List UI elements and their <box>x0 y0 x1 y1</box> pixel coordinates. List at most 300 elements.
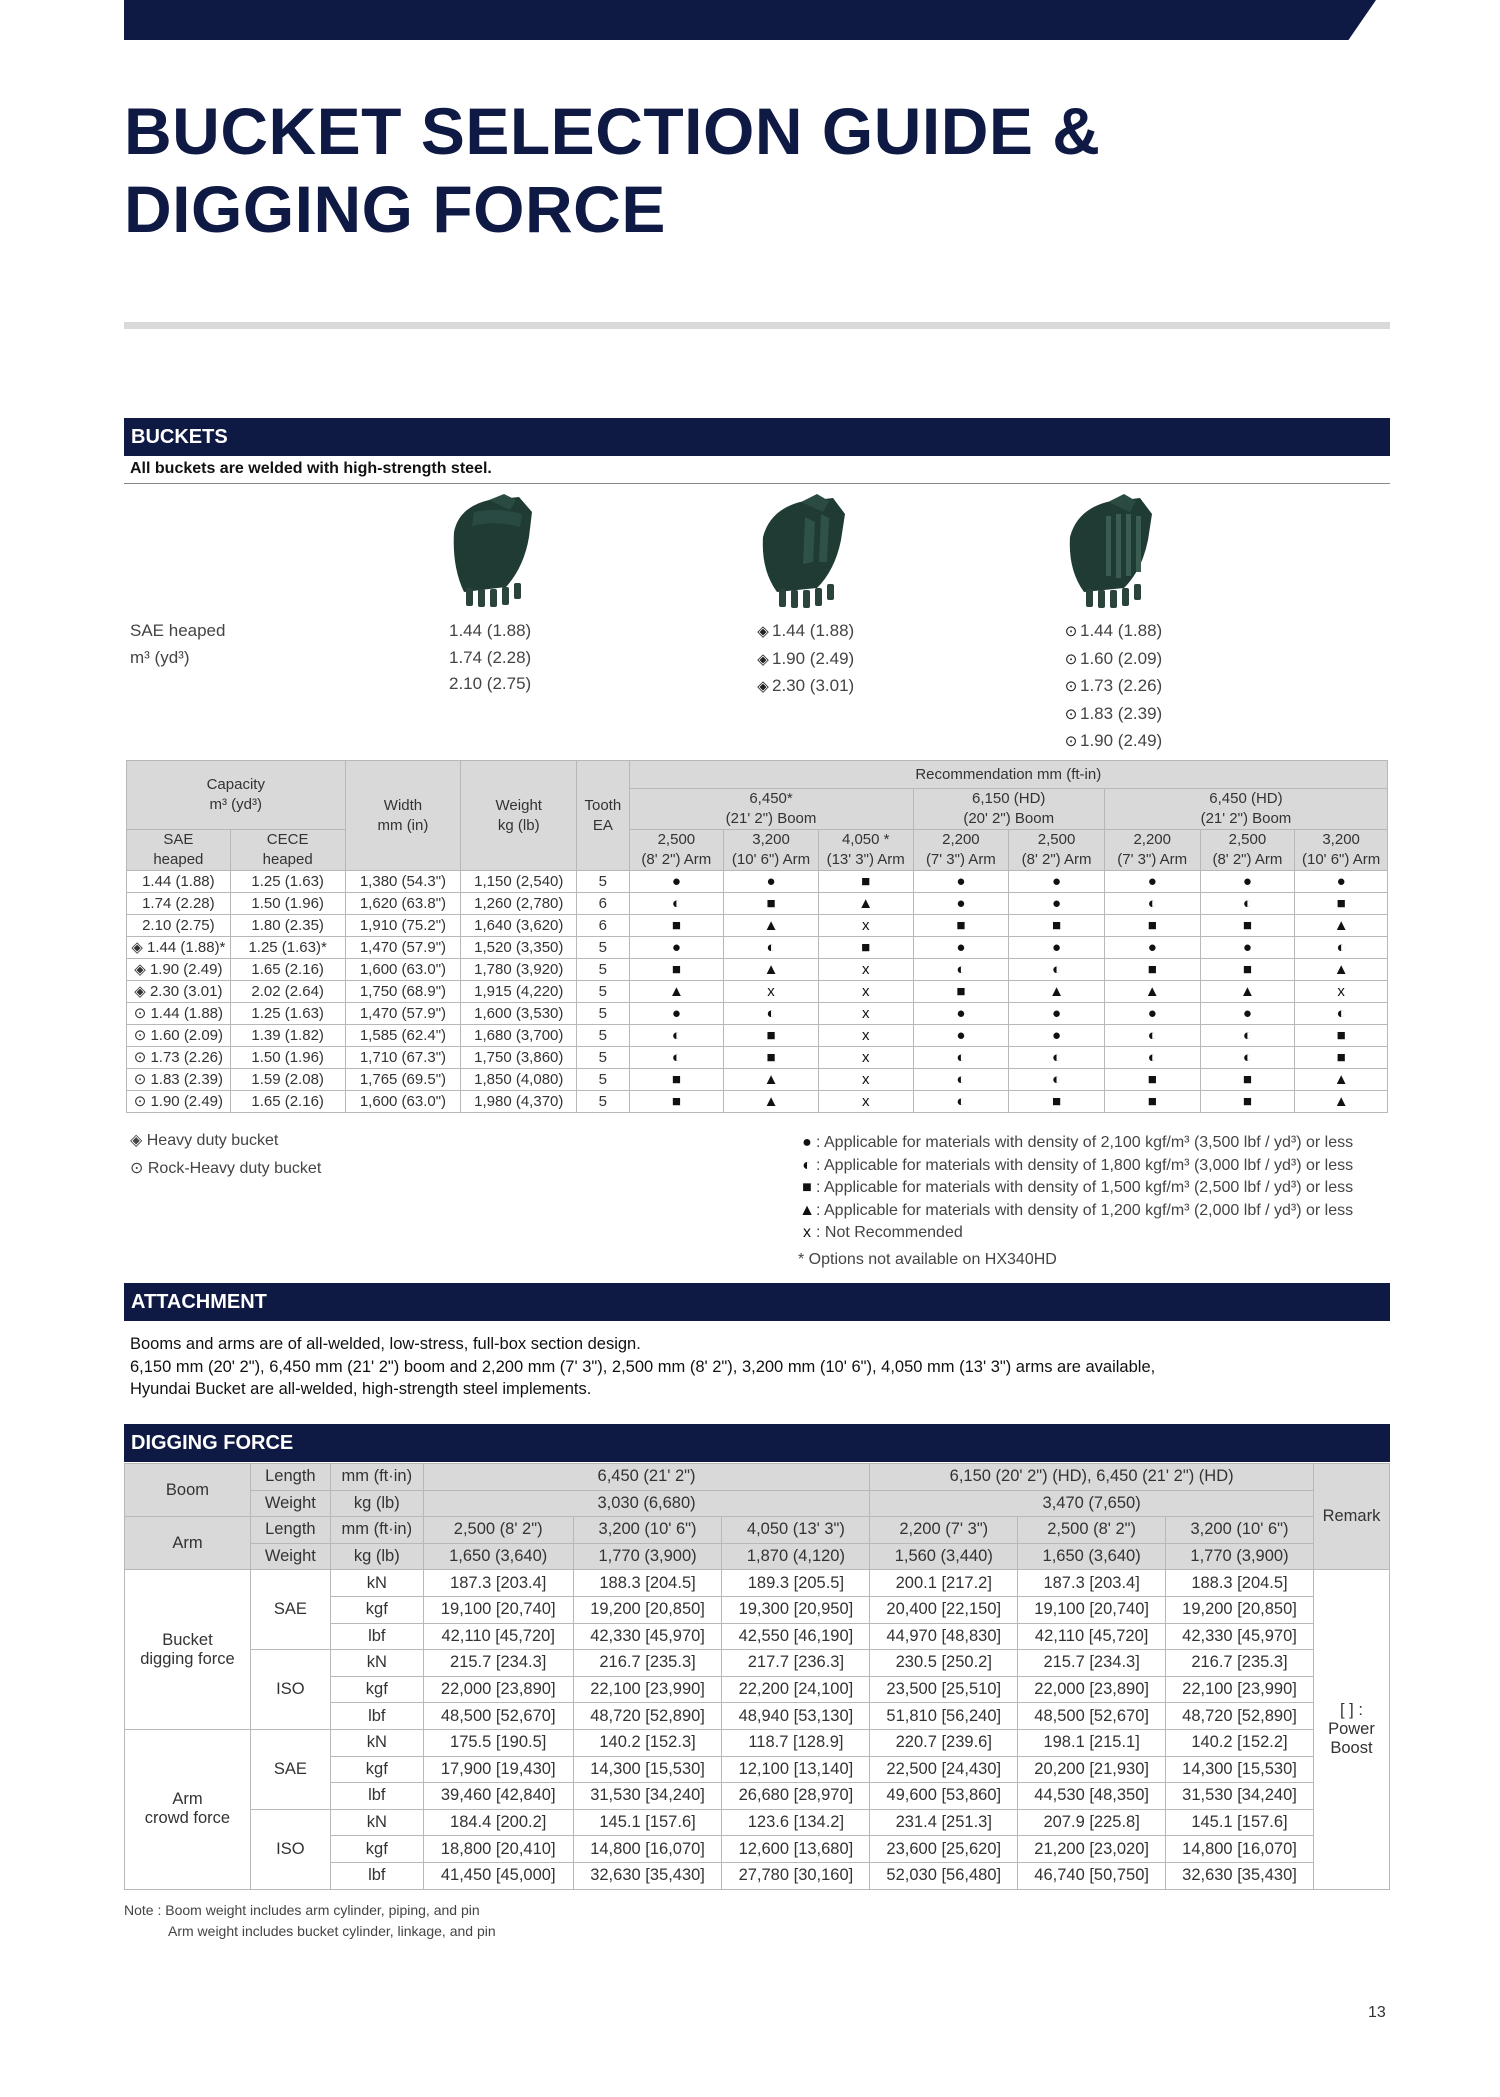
force-value: 22,500 [24,430] <box>870 1756 1018 1783</box>
length-label: Length <box>250 1517 330 1544</box>
force-value: 123.6 [134.2] <box>722 1809 870 1836</box>
legend-rock-heavy-duty: ⊙ Rock-Heavy duty bucket <box>130 1160 322 1177</box>
recommendation-mark: ● <box>629 871 724 893</box>
recommendation-mark: ▲ <box>724 1069 819 1091</box>
force-value: 145.1 [157.6] <box>573 1809 722 1836</box>
force-value: 41,450 [45,000] <box>423 1862 573 1889</box>
recommendation-mark: ◐ <box>724 937 819 959</box>
arm-length-value: 4,050 (13' 3") <box>722 1517 870 1544</box>
force-value: 31,530 [34,240] <box>1166 1783 1314 1810</box>
unit-label: kgf <box>330 1676 423 1703</box>
recommendation-mark: ◐ <box>1200 1047 1295 1069</box>
force-value: 140.2 [152.3] <box>573 1729 722 1756</box>
force-value: 42,110 [45,720] <box>423 1623 573 1650</box>
recommendation-mark: ▲ <box>1295 959 1388 981</box>
recommendation-mark: ● <box>1104 937 1200 959</box>
arm-crowd-force-label: Arm crowd force <box>125 1729 251 1889</box>
cell-weight: 1,260 (2,780) <box>461 893 577 915</box>
force-value: 19,200 [20,850] <box>573 1596 722 1623</box>
boom-header: 6,150 (HD) (20' 2") Boom <box>913 789 1104 830</box>
boom-length-a: 6,450 (21' 2") <box>423 1464 870 1491</box>
sae-header: SAE heaped <box>127 830 231 871</box>
recommendation-mark: x <box>818 1025 913 1047</box>
arm-weight-value: 1,770 (3,900) <box>1166 1543 1314 1570</box>
recommendation-mark: ■ <box>629 959 724 981</box>
width-header: Width mm (in) <box>345 761 461 871</box>
diamond-dot-icon: ◈ <box>757 623 769 640</box>
standard-label: SAE <box>250 1570 330 1650</box>
recommendation-mark: ▲ <box>1295 915 1388 937</box>
force-value: 23,500 [25,510] <box>870 1676 1018 1703</box>
weight-label: Weight <box>250 1543 330 1570</box>
recommendation-mark: ◐ <box>629 1047 724 1069</box>
recommendation-mark: ● <box>1200 937 1295 959</box>
boom-length-b: 6,150 (20' 2") (HD), 6,450 (21' 2") (HD) <box>870 1464 1314 1491</box>
recommendation-mark: ◐ <box>1295 1003 1388 1025</box>
page-title <box>124 92 1100 248</box>
unit-label: kg (lb) <box>330 1543 423 1570</box>
force-value: 51,810 [56,240] <box>870 1703 1018 1730</box>
force-value: 215.7 [234.3] <box>1018 1650 1166 1677</box>
table-row <box>127 1091 1388 1113</box>
force-value: 14,800 [16,070] <box>573 1836 722 1863</box>
force-value: 12,100 [13,140] <box>722 1756 870 1783</box>
force-value: 42,550 [46,190] <box>722 1623 870 1650</box>
arm-header: 3,200 (10' 6") Arm <box>724 830 819 871</box>
recommendation-mark: ▲ <box>724 915 819 937</box>
cell-width: 1,910 (75.2") <box>345 915 461 937</box>
cell-sae: ⊙ 1.73 (2.26) <box>127 1047 231 1069</box>
recommendation-mark: x <box>724 981 819 1003</box>
capacity-label <box>130 618 225 671</box>
capacity-header: Capacity m³ (yd³) <box>127 761 346 830</box>
force-value: 18,800 [20,410] <box>423 1836 573 1863</box>
recommendation-mark: ■ <box>629 915 724 937</box>
force-value: 220.7 [239.6] <box>870 1729 1018 1756</box>
cross-icon: x <box>803 1224 811 1241</box>
force-value: 14,300 [15,530] <box>1166 1756 1314 1783</box>
cell-weight: 1,680 (3,700) <box>461 1025 577 1047</box>
capacity-value: 1.44 (1.88) <box>449 621 532 640</box>
force-value: 14,300 [15,530] <box>573 1756 722 1783</box>
buckets-subtitle-rule <box>124 483 1390 484</box>
remark-header: Remark <box>1313 1464 1389 1570</box>
cell-tooth: 5 <box>577 959 629 981</box>
unit-label: lbf <box>330 1862 423 1889</box>
recommendation-mark: ■ <box>629 1069 724 1091</box>
remark-power-boost: [ ] : Power Boost <box>1313 1570 1389 1889</box>
cell-sae: ⊙ 1.83 (2.39) <box>127 1069 231 1091</box>
cell-tooth: 5 <box>577 937 629 959</box>
force-value: 200.1 [217.2] <box>870 1570 1018 1597</box>
unit-label: kN <box>330 1570 423 1597</box>
excavator-bucket-icon <box>444 492 544 612</box>
table-row <box>127 937 1388 959</box>
title-line-2: DIGGING FORCE <box>124 172 666 246</box>
cell-weight: 1,520 (3,350) <box>461 937 577 959</box>
recommendation-mark: ◐ <box>1009 1069 1105 1091</box>
table-row <box>125 1809 1390 1836</box>
unit-label: kN <box>330 1729 423 1756</box>
capacity-value: 1.74 (2.28) <box>449 647 532 667</box>
cell-cece: 2.02 (2.64) <box>230 981 345 1003</box>
cell-cece: 1.50 (1.96) <box>230 893 345 915</box>
force-value: 184.4 [200.2] <box>423 1809 573 1836</box>
capacity-value: 1.60 (2.09) <box>1080 648 1163 668</box>
recommendation-mark: ● <box>1104 1003 1200 1025</box>
cell-weight: 1,640 (3,620) <box>461 915 577 937</box>
table-row <box>127 959 1388 981</box>
arm-length-value: 2,200 (7' 3") <box>870 1517 1018 1544</box>
arm-length-value: 2,500 (8' 2") <box>423 1517 573 1544</box>
recommendation-mark: x <box>818 1047 913 1069</box>
recommendation-mark: ■ <box>724 1047 819 1069</box>
capacity-value: 1.90 (2.49) <box>1080 731 1163 750</box>
force-value: 27,780 [30,160] <box>722 1862 870 1889</box>
force-value: 31,530 [34,240] <box>573 1783 722 1810</box>
force-value: 22,000 [23,890] <box>1018 1676 1166 1703</box>
circle-dot-icon: ⊙ <box>1064 733 1078 750</box>
force-value: 14,800 [16,070] <box>1166 1836 1314 1863</box>
cell-weight: 1,780 (3,920) <box>461 959 577 981</box>
recommendation-mark: ● <box>724 871 819 893</box>
recommendation-mark: ● <box>913 871 1009 893</box>
legend-item: x : Not Recommended <box>798 1222 1353 1245</box>
capacity-value: 1.44 (1.88) <box>772 621 855 640</box>
circle-dot-icon: ⊙ <box>1064 623 1078 640</box>
recommendation-mark: ◐ <box>629 1025 724 1047</box>
cell-sae: 1.44 (1.88) <box>127 871 231 893</box>
circle-dot-icon: ⊙ <box>130 1160 148 1177</box>
force-value: 216.7 [235.3] <box>1166 1650 1314 1677</box>
unit-label: kgf <box>330 1596 423 1623</box>
cell-cece: 1.25 (1.63)* <box>230 937 345 959</box>
force-value: 21,200 [23,020] <box>1018 1836 1166 1863</box>
legend-item: ▲: Applicable for materials with density of 1,200 kgf/m³ (2,000 lbf / yd³) or less <box>798 1200 1353 1223</box>
recommendation-mark: ■ <box>629 1091 724 1113</box>
excavator-bucket-icon <box>1062 492 1162 612</box>
arm-header: 2,500 (8' 2") Arm <box>629 830 724 871</box>
force-value: 216.7 [235.3] <box>573 1650 722 1677</box>
cell-sae: 2.10 (2.75) <box>127 915 231 937</box>
recommendation-mark: ■ <box>818 871 913 893</box>
cell-width: 1,620 (63.8") <box>345 893 461 915</box>
cell-cece: 1.39 (1.82) <box>230 1025 345 1047</box>
standard-label: SAE <box>250 1729 330 1809</box>
cell-cece: 1.65 (2.16) <box>230 1091 345 1113</box>
recommendation-mark: ◐ <box>724 1003 819 1025</box>
cell-width: 1,585 (62.4") <box>345 1025 461 1047</box>
boom-weight-b: 3,470 (7,650) <box>870 1490 1314 1517</box>
recommendation-mark: ● <box>1104 871 1200 893</box>
table-row <box>125 1729 1390 1756</box>
force-value: 42,330 [45,970] <box>1166 1623 1314 1650</box>
capacity-col-hd <box>754 618 854 701</box>
table-row <box>127 915 1388 937</box>
capacity-col-standard <box>449 618 531 698</box>
recommendation-mark: ● <box>629 1003 724 1025</box>
cell-sae: ⊙ 1.90 (2.49) <box>127 1091 231 1113</box>
table-row <box>125 1650 1390 1677</box>
cell-weight: 1,915 (4,220) <box>461 981 577 1003</box>
recommendation-mark: ▲ <box>818 893 913 915</box>
table-row <box>127 1047 1388 1069</box>
force-value: 20,400 [22,150] <box>870 1596 1018 1623</box>
recommendation-mark: ■ <box>818 937 913 959</box>
force-value: 48,940 [53,130] <box>722 1703 870 1730</box>
arm-weight-value: 1,560 (3,440) <box>870 1543 1018 1570</box>
circle-dot-icon: ⊙ <box>1064 650 1078 668</box>
boom-label: Boom <box>125 1464 251 1517</box>
arm-weight-value: 1,650 (3,640) <box>423 1543 573 1570</box>
recommendation-mark: ◐ <box>1009 959 1105 981</box>
unit-label: lbf <box>330 1783 423 1810</box>
force-value: 26,680 [28,970] <box>722 1783 870 1810</box>
recommendation-header: Recommendation mm (ft-in) <box>629 761 1387 789</box>
table-row <box>125 1570 1390 1597</box>
recommendation-mark: ■ <box>1009 915 1105 937</box>
unit-label: lbf <box>330 1703 423 1730</box>
table-row <box>127 871 1388 893</box>
capacity-value: 2.10 (2.75) <box>449 674 532 693</box>
recommendation-mark: ◐ <box>1104 1025 1200 1047</box>
cell-width: 1,750 (68.9") <box>345 981 461 1003</box>
force-value: 217.7 [236.3] <box>722 1650 870 1677</box>
recommendation-mark: ■ <box>724 893 819 915</box>
arm-label: Arm <box>125 1517 251 1570</box>
half-circle-icon: ◐ <box>802 1156 812 1174</box>
unit-label: kgf <box>330 1756 423 1783</box>
force-value: 22,000 [23,890] <box>423 1676 573 1703</box>
table-row <box>127 893 1388 915</box>
square-icon: ■ <box>802 1179 812 1196</box>
unit-label: kN <box>330 1809 423 1836</box>
options-note: * Options not available on HX340HD <box>798 1250 1057 1268</box>
force-value: 12,600 [13,680] <box>722 1836 870 1863</box>
cell-width: 1,380 (54.3") <box>345 871 461 893</box>
recommendation-mark: ◐ <box>913 1047 1009 1069</box>
cell-sae: ⊙ 1.60 (2.09) <box>127 1025 231 1047</box>
capacity-value: 1.73 (2.26) <box>1080 676 1163 695</box>
force-value: 22,100 [23,990] <box>1166 1676 1314 1703</box>
digging-force-header: DIGGING FORCE <box>124 1424 1390 1462</box>
recommendation-mark: ■ <box>1200 1091 1295 1113</box>
capacity-value: 1.90 (2.49) <box>772 648 855 668</box>
recommendation-mark: ● <box>1295 871 1388 893</box>
diamond-dot-icon: ◈ <box>757 650 769 668</box>
bucket-selection-table <box>126 760 1388 1113</box>
unit-label: mm (ft·in) <box>330 1517 423 1544</box>
force-value: 231.4 [251.3] <box>870 1809 1018 1836</box>
recommendation-mark: ● <box>913 1025 1009 1047</box>
cell-weight: 1,850 (4,080) <box>461 1069 577 1091</box>
cell-tooth: 5 <box>577 871 629 893</box>
arm-length-value: 2,500 (8' 2") <box>1018 1517 1166 1544</box>
filled-circle-icon: ● <box>802 1134 812 1151</box>
recommendation-mark: ▲ <box>1200 981 1295 1003</box>
recommendation-mark: ■ <box>1200 959 1295 981</box>
recommendation-mark: ● <box>1009 1003 1105 1025</box>
recommendation-mark: ■ <box>1295 1025 1388 1047</box>
table-row <box>127 1069 1388 1091</box>
standard-label: ISO <box>250 1650 330 1730</box>
recommendation-mark: ▲ <box>724 959 819 981</box>
force-value: 198.1 [215.1] <box>1018 1729 1166 1756</box>
recommendation-mark: ■ <box>913 981 1009 1003</box>
recommendation-mark: ◐ <box>1009 1047 1105 1069</box>
recommendation-mark: ● <box>913 1003 1009 1025</box>
recommendation-mark: ● <box>1200 1003 1295 1025</box>
recommendation-mark: ■ <box>1295 1047 1388 1069</box>
cell-tooth: 5 <box>577 1047 629 1069</box>
capacity-value: 2.30 (3.01) <box>772 676 855 695</box>
recommendation-mark: ● <box>1200 871 1295 893</box>
force-value: 48,720 [52,890] <box>1166 1703 1314 1730</box>
cell-tooth: 5 <box>577 1069 629 1091</box>
attachment-text: Booms and arms are of all-welded, low-stress, full-box section design. 6,150 mm (20' 2"), 6,450 mm (21' 2") boom and 2,200 mm (7' 3"), 2,500 mm (8' 2"), 3,200 mm (10' 6"), 4,050 mm (13' 3") arms are available, Hyundai Bucket are all-welded, high-strength steel implements. <box>130 1335 1156 1398</box>
recommendation-mark: ▲ <box>724 1091 819 1113</box>
force-value: 48,720 [52,890] <box>573 1703 722 1730</box>
recommendation-mark: ◐ <box>1295 937 1388 959</box>
capacity-value: 1.83 (2.39) <box>1080 703 1163 723</box>
table-row <box>127 981 1388 1003</box>
force-value: 42,110 [45,720] <box>1018 1623 1166 1650</box>
force-value: 20,200 [21,930] <box>1018 1756 1166 1783</box>
force-value: 207.9 [225.8] <box>1018 1809 1166 1836</box>
force-value: 140.2 [152.2] <box>1166 1729 1314 1756</box>
cell-cece: 1.50 (1.96) <box>230 1047 345 1069</box>
diamond-dot-icon: ◈ <box>757 678 769 695</box>
force-value: 23,600 [25,620] <box>870 1836 1018 1863</box>
recommendation-mark: ■ <box>1104 915 1200 937</box>
top-banner <box>124 0 1376 40</box>
force-value: 19,100 [20,740] <box>1018 1596 1166 1623</box>
note: Note : Boom weight includes arm cylinder, piping, and pin Arm weight includes bucket cylinder, linkage, and pin <box>124 1902 496 1939</box>
attachment-header: ATTACHMENT <box>124 1283 1390 1321</box>
capacity-label-unit: m³ (yd³) <box>130 647 190 667</box>
density-legend <box>798 1132 1353 1271</box>
recommendation-mark: ● <box>913 893 1009 915</box>
force-value: 145.1 [157.6] <box>1166 1809 1314 1836</box>
buckets-subtitle: All buckets are welded with high-strength steel. <box>130 460 492 477</box>
arm-header: 3,200 (10' 6") Arm <box>1295 830 1388 871</box>
cell-tooth: 5 <box>577 1091 629 1113</box>
force-value: 48,500 [52,670] <box>1018 1703 1166 1730</box>
legend-item: ■ : Applicable for materials with density of 1,500 kgf/m³ (2,500 lbf / yd³) or less <box>798 1177 1353 1200</box>
boom-header: 6,450 (HD) (21' 2") Boom <box>1104 789 1387 830</box>
force-value: 44,530 [48,350] <box>1018 1783 1166 1810</box>
force-value: 189.3 [205.5] <box>722 1570 870 1597</box>
recommendation-mark: ● <box>1009 937 1105 959</box>
recommendation-mark: x <box>818 1003 913 1025</box>
recommendation-mark: ◐ <box>1200 893 1295 915</box>
cell-weight: 1,600 (3,530) <box>461 1003 577 1025</box>
capacity-value: 1.44 (1.88) <box>1080 621 1163 640</box>
recommendation-mark: x <box>818 959 913 981</box>
recommendation-mark: ● <box>1009 893 1105 915</box>
cell-tooth: 5 <box>577 1003 629 1025</box>
recommendation-mark: ◐ <box>913 959 1009 981</box>
cell-width: 1,600 (63.0") <box>345 959 461 981</box>
recommendation-mark: x <box>818 1069 913 1091</box>
recommendation-mark: ■ <box>1295 893 1388 915</box>
diamond-dot-icon: ◈ <box>130 1132 147 1149</box>
recommendation-mark: x <box>818 1091 913 1113</box>
cell-width: 1,765 (69.5") <box>345 1069 461 1091</box>
recommendation-mark: ◐ <box>913 1069 1009 1091</box>
force-value: 42,330 [45,970] <box>573 1623 722 1650</box>
force-value: 48,500 [52,670] <box>423 1703 573 1730</box>
force-value: 49,600 [53,860] <box>870 1783 1018 1810</box>
excavator-bucket-icon <box>755 492 855 612</box>
force-value: 17,900 [19,430] <box>423 1756 573 1783</box>
legend-item: ● : Applicable for materials with density of 2,100 kgf/m³ (3,500 lbf / yd³) or less <box>798 1132 1353 1155</box>
arm-length-value: 3,200 (10' 6") <box>573 1517 722 1544</box>
table-row <box>127 1025 1388 1047</box>
recommendation-mark: ■ <box>724 1025 819 1047</box>
recommendation-mark: ■ <box>1200 915 1295 937</box>
arm-weight-value: 1,870 (4,120) <box>722 1543 870 1570</box>
cell-tooth: 5 <box>577 1025 629 1047</box>
arm-length-value: 3,200 (10' 6") <box>1166 1517 1314 1544</box>
arm-header: 2,200 (7' 3") Arm <box>1104 830 1200 871</box>
weight-header: Weight kg (lb) <box>461 761 577 871</box>
cell-cece: 1.59 (2.08) <box>230 1069 345 1091</box>
force-value: 39,460 [42,840] <box>423 1783 573 1810</box>
recommendation-mark: ◐ <box>1200 1025 1295 1047</box>
table-row <box>127 1003 1388 1025</box>
buckets-header: BUCKETS <box>124 418 1390 456</box>
standard-label: ISO <box>250 1809 330 1889</box>
triangle-icon: ▲ <box>799 1201 815 1219</box>
boom-header: 6,450* (21' 2") Boom <box>629 789 913 830</box>
tooth-header: Tooth EA <box>577 761 629 871</box>
recommendation-mark: ■ <box>1009 1091 1105 1113</box>
unit-label: lbf <box>330 1623 423 1650</box>
recommendation-mark: ● <box>1009 871 1105 893</box>
arm-weight-value: 1,770 (3,900) <box>573 1543 722 1570</box>
cell-cece: 1.80 (2.35) <box>230 915 345 937</box>
arm-header: 2,500 (8' 2") Arm <box>1009 830 1105 871</box>
cell-cece: 1.25 (1.63) <box>230 871 345 893</box>
force-value: 215.7 [234.3] <box>423 1650 573 1677</box>
force-value: 52,030 [56,480] <box>870 1862 1018 1889</box>
digging-force-table <box>124 1463 1390 1890</box>
force-value: 22,200 [24,100] <box>722 1676 870 1703</box>
force-value: 187.3 [203.4] <box>423 1570 573 1597</box>
cell-tooth: 6 <box>577 915 629 937</box>
recommendation-mark: ● <box>1009 1025 1105 1047</box>
cell-sae: ◈ 2.30 (3.01) <box>127 981 231 1003</box>
recommendation-mark: ■ <box>1104 1091 1200 1113</box>
recommendation-mark: ■ <box>913 915 1009 937</box>
recommendation-mark: ▲ <box>1295 1069 1388 1091</box>
recommendation-mark: x <box>818 981 913 1003</box>
force-value: 175.5 [190.5] <box>423 1729 573 1756</box>
recommendation-mark: ● <box>629 937 724 959</box>
force-value: 188.3 [204.5] <box>573 1570 722 1597</box>
recommendation-mark: ■ <box>1200 1069 1295 1091</box>
recommendation-mark: ▲ <box>1009 981 1105 1003</box>
force-value: 118.7 [128.9] <box>722 1729 870 1756</box>
cell-width: 1,600 (63.0") <box>345 1091 461 1113</box>
force-value: 230.5 [250.2] <box>870 1650 1018 1677</box>
unit-label: kgf <box>330 1836 423 1863</box>
cell-width: 1,470 (57.9") <box>345 937 461 959</box>
recommendation-mark: ◐ <box>913 1091 1009 1113</box>
unit-label: kg (lb) <box>330 1490 423 1517</box>
cece-header: CECE heaped <box>230 830 345 871</box>
